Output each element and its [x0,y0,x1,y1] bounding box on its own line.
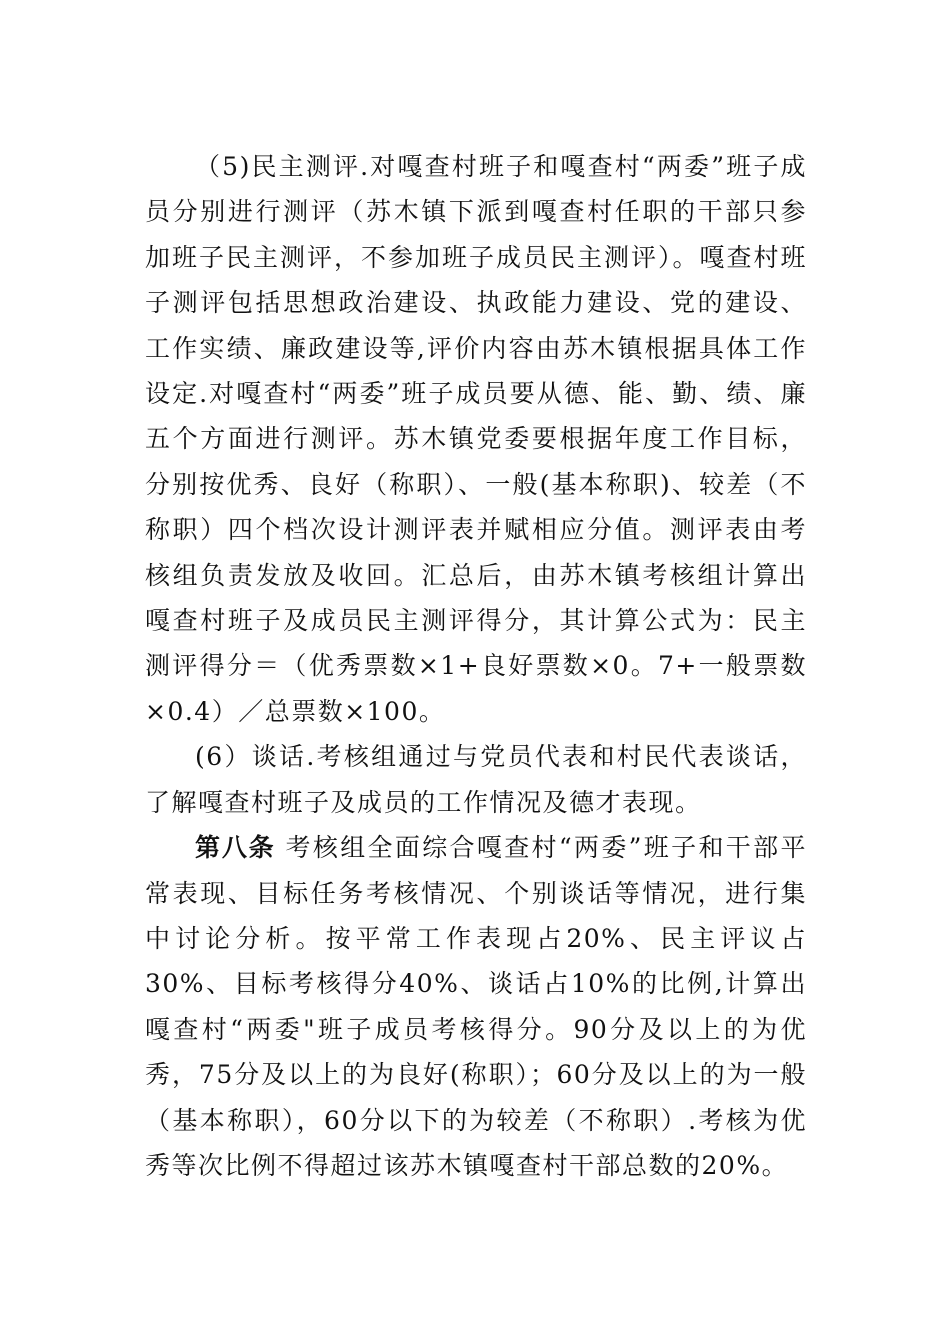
document-page [145,144,807,1188]
paragraph-democratic-evaluation: （5)民主测评.对嘎查村班子和嘎查村“两委”班子成员分别进行测评（苏木镇下派到嘎查村任职的干部只参加班子民主测评，不参加班子成员民主测评）。嘎查村班子测评包括思想政治建设、执政能力建设、党的建设、工作实绩、廉政建设等,评价内容由苏木镇根据具体工作设定.对嘎查村“两委”班子成员要从德、能、勤、绩、廉五个方面进行测评。苏木镇党委要根据年度工作目标，分别按优秀、良好（称职）、一般(基本称职)、较差（不称职）四个档次设计测评表并赋相应分值。测评表由考核组负责发放及收回。汇总后，由苏木镇考核组计算出嘎查村班子及成员民主测评得分，其计算公式为：民主测评得分＝（优秀票数×1+良好票数×0。7+一般票数×0.4）／总票数×100。 [145,152,807,726]
paragraph-interview: (6）谈话.考核组通过与党员代表和村民代表谈话，了解嘎查村班子及成员的工作情况及德才表现。 [145,742,807,817]
paragraph-article-eight [145,825,807,1188]
article-body: 考核组全面综合嘎查村“两委”班子和干部平常表现、目标任务考核情况、个别谈话等情况，进行集中讨论分析。按平常工作表现占20%、民主评议占30%、目标考核得分40%、谈话占10%的比例,计算出嘎查村“两委"班子成员考核得分。90分及以上的为优秀，75分及以上的为良好(称职）；60分及以上的为一般（基本称职），60分以下的为较差（不称职）.考核为优秀等次比例不得超过该苏木镇嘎查村干部总数的20%。 [145,833,807,1180]
article-heading: 第八条 [195,833,276,863]
